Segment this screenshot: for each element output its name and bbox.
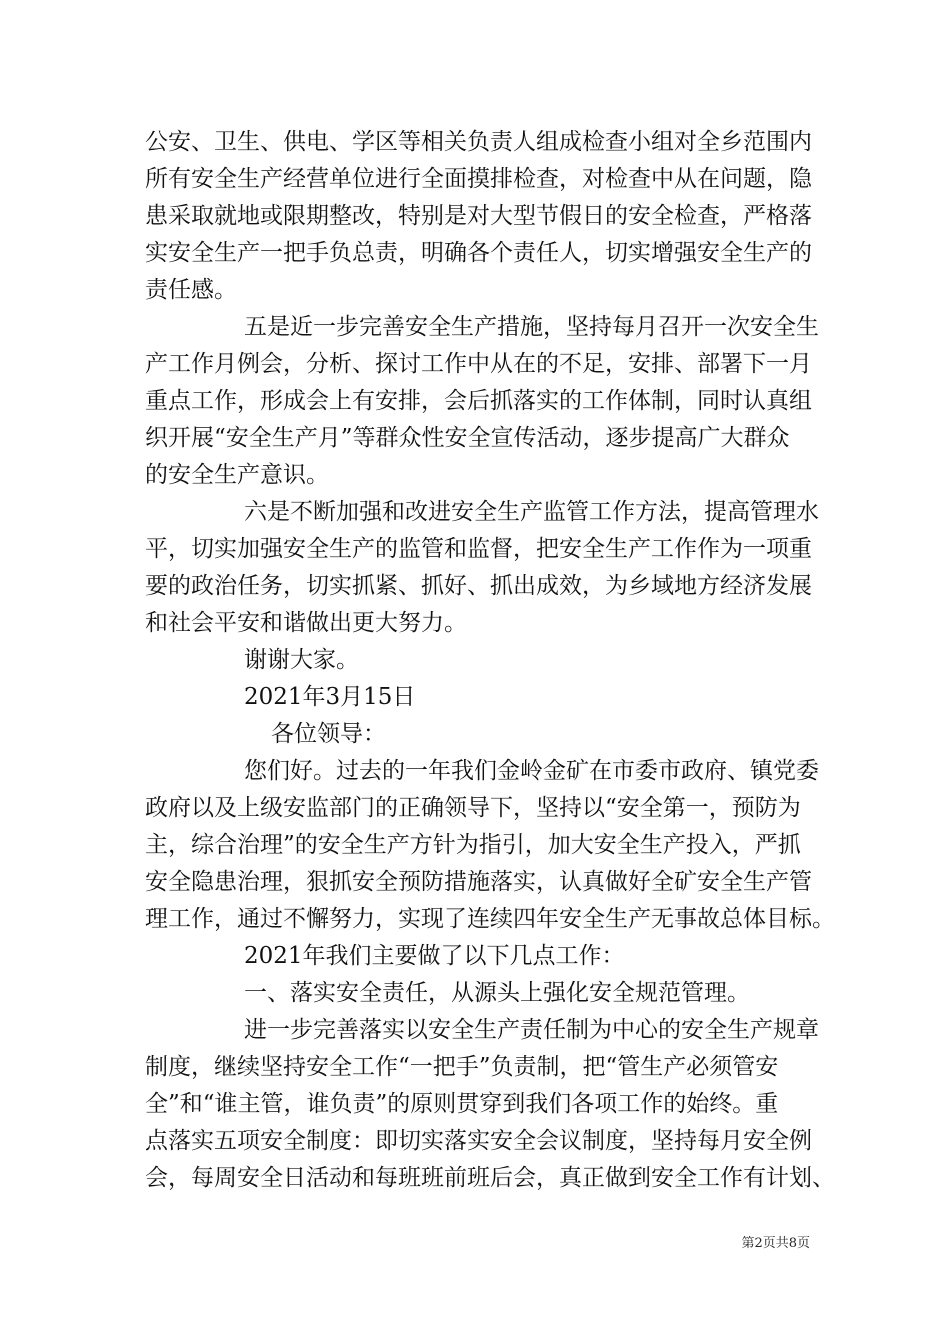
closing-line: 谢谢大家。 [244,647,359,673]
text-line: 产工作月例会，分析、探讨工作中从在的不足，安排、部署下一月 [145,351,812,377]
text-line: 全”和“谁主管，谁负责”的原则贯穿到我们各项工作的始终。重 [145,1091,779,1117]
text-line: 理工作，通过不懈努力，实现了连续四年安全生产无事故总体目标。 [145,906,835,932]
text-line: 所有安全生产经营单位进行全面摸排检查，对检查中从在问题，隐 [145,166,812,192]
text-line: 织开展“安全生产月”等群众性安全宣传活动，逐步提高广大群众 [145,425,790,451]
text-line: 政府以及上级安监部门的正确领导下，坚持以“安全第一，预防为 [145,795,801,821]
text-line: 重点工作，形成会上有安排，会后抓落实的工作体制，同时认真组 [145,388,812,414]
text-line: 六是不断加强和改进安全生产监管工作方法，提高管理水 [244,499,819,525]
text-line: 点落实五项安全制度：即切实落实安全会议制度，坚持每月安全例 [145,1128,812,1154]
page-footer: 第2页共8页 [741,1236,810,1251]
text-line: 进一步完善落实以安全生产责任制为中心的安全生产规章 [244,1017,819,1043]
section-heading: 一、落实安全责任，从源头上强化安全规范管理。 [244,980,750,1006]
text-line: 制度，继续坚持安全工作“一把手”负责制，把“管生产必须管安 [145,1054,779,1080]
text-line: 安全隐患治理，狠抓安全预防措施落实，认真做好全矿安全生产管 [145,869,812,895]
text-line: 主，综合治理”的安全生产方针为指引，加大安全生产投入，严抓 [145,832,801,858]
salutation-line: 各位领导： [271,721,386,747]
text-line: 会，每周安全日活动和每班班前班后会，真正做到安全工作有计划、 [145,1165,835,1191]
text-line: 2021年我们主要做了以下几点工作： [244,943,625,969]
text-line: 公安、卫生、供电、学区等相关负责人组成检查小组对全乡范围内 [145,129,812,155]
text-line: 责任感。 [145,277,237,303]
text-line: 患采取就地或限期整改，特别是对大型节假日的安全检查，严格落 [145,203,812,229]
text-line: 您们好。过去的一年我们金岭金矿在市委市政府、镇党委 [244,758,819,784]
date-line: 2021年3月15日 [244,684,416,710]
text-line: 的安全生产意识。 [145,462,329,488]
text-line: 五是近一步完善安全生产措施，坚持每月召开一次安全生 [244,314,819,340]
text-line: 实安全生产一把手负总责，明确各个责任人，切实增强安全生产的 [145,240,812,266]
text-line: 平，切实加强安全生产的监管和监督，把安全生产工作作为一项重 [145,536,812,562]
text-line: 要的政治任务，切实抓紧、抓好、抓出成效，为乡域地方经济发展 [145,573,812,599]
text-line: 和社会平安和谐做出更大努力。 [145,610,467,636]
